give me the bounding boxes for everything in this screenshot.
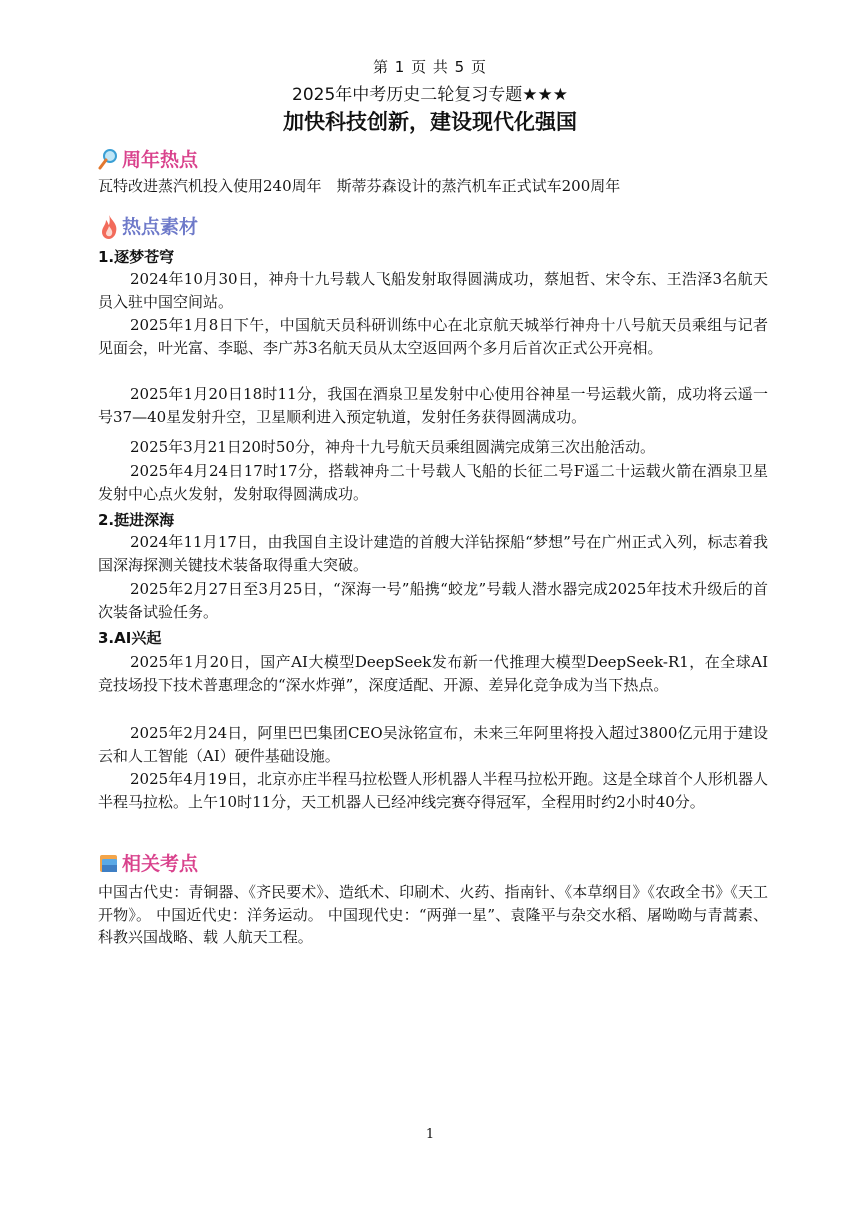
paragraph: 2025年4月24日17时17分，搭载神舟二十号载人飞船的长征二号F遥二十运载火箭在酒泉卫星发射中心点火发射，发射取得圆满成功。: [98, 462, 768, 503]
anniversary-text: 瓦特改进蒸汽机投入使用240周年 斯蒂芬森设计的蒸汽机车正式试车200周年: [98, 177, 621, 195]
section-heading-label: 周年热点: [122, 149, 199, 171]
flame-icon: [98, 214, 120, 238]
paragraph: 2025年4月19日，北京亦庄半程马拉松暨人形机器人半程马拉松开跑。这是全球首个人形机器人半程马拉松。上午10时11分，天工机器人已经冲线完赛夺得冠军，全程用时约2小时40分。: [98, 770, 768, 811]
group-title: 3.AI兴起: [98, 629, 162, 647]
page-number: 1: [425, 1127, 435, 1142]
section-heading-related: [98, 849, 198, 876]
group-title: 2.挺进深海: [98, 511, 175, 529]
paragraph: 2024年11月17日，由我国自主设计建造的首艘大洋钻探船“梦想”号在广州正式入列，标志着我国深海探测关键技术装备取得重大突破。: [98, 533, 768, 574]
section-heading-label: 相关考点: [122, 853, 199, 875]
document-subtitle: 2025年中考历史二轮复习专题★★★: [292, 85, 568, 105]
page-indicator: 第 1 页 共 5 页: [373, 58, 487, 76]
paragraph: 2025年3月21日20时50分，神舟十九号航天员乘组圆满完成第三次出舱活动。: [130, 438, 655, 456]
paragraph: 2025年1月20日，国产AI大模型DeepSeek发布新一代推理大模型DeepSeek-R1，在全球AI竞技场投下技术普惠理念的“深水炸弹”，深度适配、开源、差异化竞争成为当下热点。: [98, 653, 768, 694]
group-title: 1.逐梦苍穹: [98, 248, 175, 266]
paragraph: 2025年2月27日至3月25日，“深海一号”船携“蛟龙”号载人潜水器完成2025年技术升级后的首次装备试验任务。: [98, 580, 768, 621]
section-heading-anniversary: [98, 145, 198, 172]
section-heading-label: 热点素材: [122, 216, 199, 238]
related-topics-text: 中国古代史：青铜器、《齐民要术》、造纸术、印刷术、火药、指南针、《本草纲目》《农政全书》《天工开物》。 中国近代史：洋务运动。 中国现代史：“两弹一星”、袁隆平与杂交水稻、屠呦呦与青蒿素、科教兴国战略、载 人航天工程。: [98, 883, 768, 946]
paragraph: 2025年1月20日18时11分，我国在酒泉卫星发射中心使用谷神星一号运载火箭，成功将云遥一号37—40星发射升空，卫星顺利进入预定轨道，发射任务获得圆满成功。: [98, 385, 768, 426]
paragraph: 2025年2月24日，阿里巴巴集团CEO吴泳铭宣布，未来三年阿里将投入超过3800亿元用于建设云和人工智能（AI）硬件基础设施。: [98, 724, 768, 765]
paragraph: 2024年10月30日，神舟十九号载人飞船发射取得圆满成功，蔡旭哲、宋令东、王浩泽3名航天员入驻中国空间站。: [98, 270, 768, 311]
folder-icon: [98, 851, 120, 875]
document-title: 加快科技创新，建设现代化强国: [283, 110, 577, 134]
section-heading-hot-material: [98, 212, 198, 239]
magnifier-icon: [98, 147, 120, 171]
paragraph: 2025年1月8日下午，中国航天员科研训练中心在北京航天城举行神舟十八号航天员乘组与记者见面会，叶光富、李聪、李广苏3名航天员从太空返回两个多月后首次正式公开亮相。: [98, 316, 768, 357]
